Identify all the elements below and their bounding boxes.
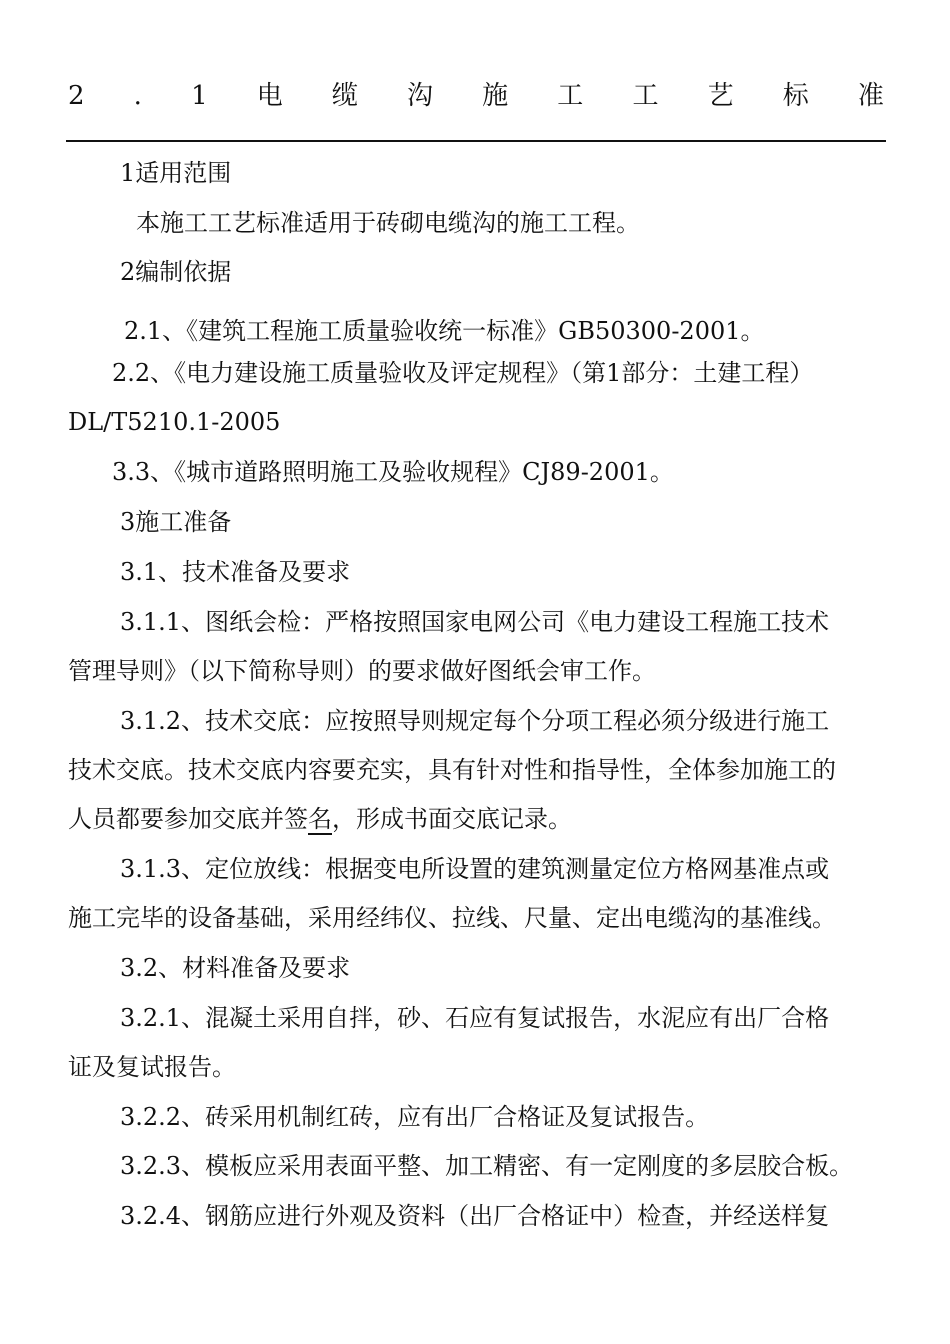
paragraph-line: 施工完毕的设备基础，采用经纬仪、拉线、尺量、定出电缆沟的基准线。 <box>68 904 836 932</box>
paragraph-line <box>68 802 888 836</box>
paragraph-line: 3.2.2、砖采用机制红砖，应有出厂合格证及复试报告。 <box>120 1103 710 1131</box>
paragraph-line: 2.2、《电力建设施工质量验收及评定规程》（第1部分：土建工程） <box>112 359 814 387</box>
paragraph-line: 2.1、《建筑工程施工质量验收统一标准》GB50300-2001。 <box>124 317 765 345</box>
title-char: 1 <box>191 81 208 111</box>
section-heading-preparation: 3施工准备 <box>120 508 232 536</box>
title-char: 沟 <box>407 81 434 111</box>
paragraph-line: 3.1.1、图纸会检：严格按照国家电网公司《电力建设工程施工技术 <box>120 608 830 636</box>
text-segment: 人员都要参加交底并签 <box>68 805 308 833</box>
title-char: 艺 <box>707 81 734 111</box>
title-char: 电 <box>256 81 283 111</box>
paragraph-line: 技术交底。技术交底内容要充实，具有针对性和指导性，全体参加施工的 <box>68 756 836 784</box>
text-segment: ，形成书面交底记录。 <box>332 805 572 833</box>
paragraph-line: 本施工工艺标准适用于砖砌电缆沟的施工工程。 <box>136 209 640 237</box>
title-char: 准 <box>857 81 884 111</box>
paragraph-line: 证及复试报告。 <box>68 1053 236 1081</box>
title-char: . <box>133 81 142 111</box>
title-char: 工 <box>632 81 659 111</box>
paragraph-line: 3.2.4、钢筋应进行外观及资料（出厂合格证中）检查，并经送样复 <box>120 1202 830 1230</box>
paragraph-line: DL/T5210.1-2005 <box>68 408 281 436</box>
document-title <box>68 78 884 114</box>
paragraph-line: 3.1.3、定位放线：根据变电所设置的建筑测量定位方格网基准点或 <box>120 855 830 883</box>
section-heading-scope: 1适用范围 <box>120 159 232 187</box>
title-char: 工 <box>557 81 584 111</box>
title-divider <box>66 140 886 142</box>
subsection-heading: 3.1、技术准备及要求 <box>120 558 351 586</box>
paragraph-line: 3.1.2、技术交底：应按照导则规定每个分项工程必须分级进行施工 <box>120 707 830 735</box>
subsection-heading: 3.2、材料准备及要求 <box>120 954 351 982</box>
paragraph-line: 3.2.1、混凝土采用自拌，砂、石应有复试报告，水泥应有出厂合格 <box>120 1004 830 1032</box>
paragraph-line: 3.3、《城市道路照明施工及验收规程》CJ89-2001。 <box>112 458 674 486</box>
title-char: 施 <box>482 81 509 111</box>
title-char: 标 <box>782 81 809 111</box>
title-char: 缆 <box>331 81 358 111</box>
section-heading-basis: 2编制依据 <box>120 258 232 286</box>
paragraph-line: 管理导则》（以下简称导则）的要求做好图纸会审工作。 <box>68 657 656 685</box>
underlined-text: 名 <box>308 805 332 833</box>
paragraph-line: 3.2.3、模板应采用表面平整、加工精密、有一定刚度的多层胶合板。 <box>120 1152 854 1180</box>
title-char: 2 <box>68 81 85 111</box>
